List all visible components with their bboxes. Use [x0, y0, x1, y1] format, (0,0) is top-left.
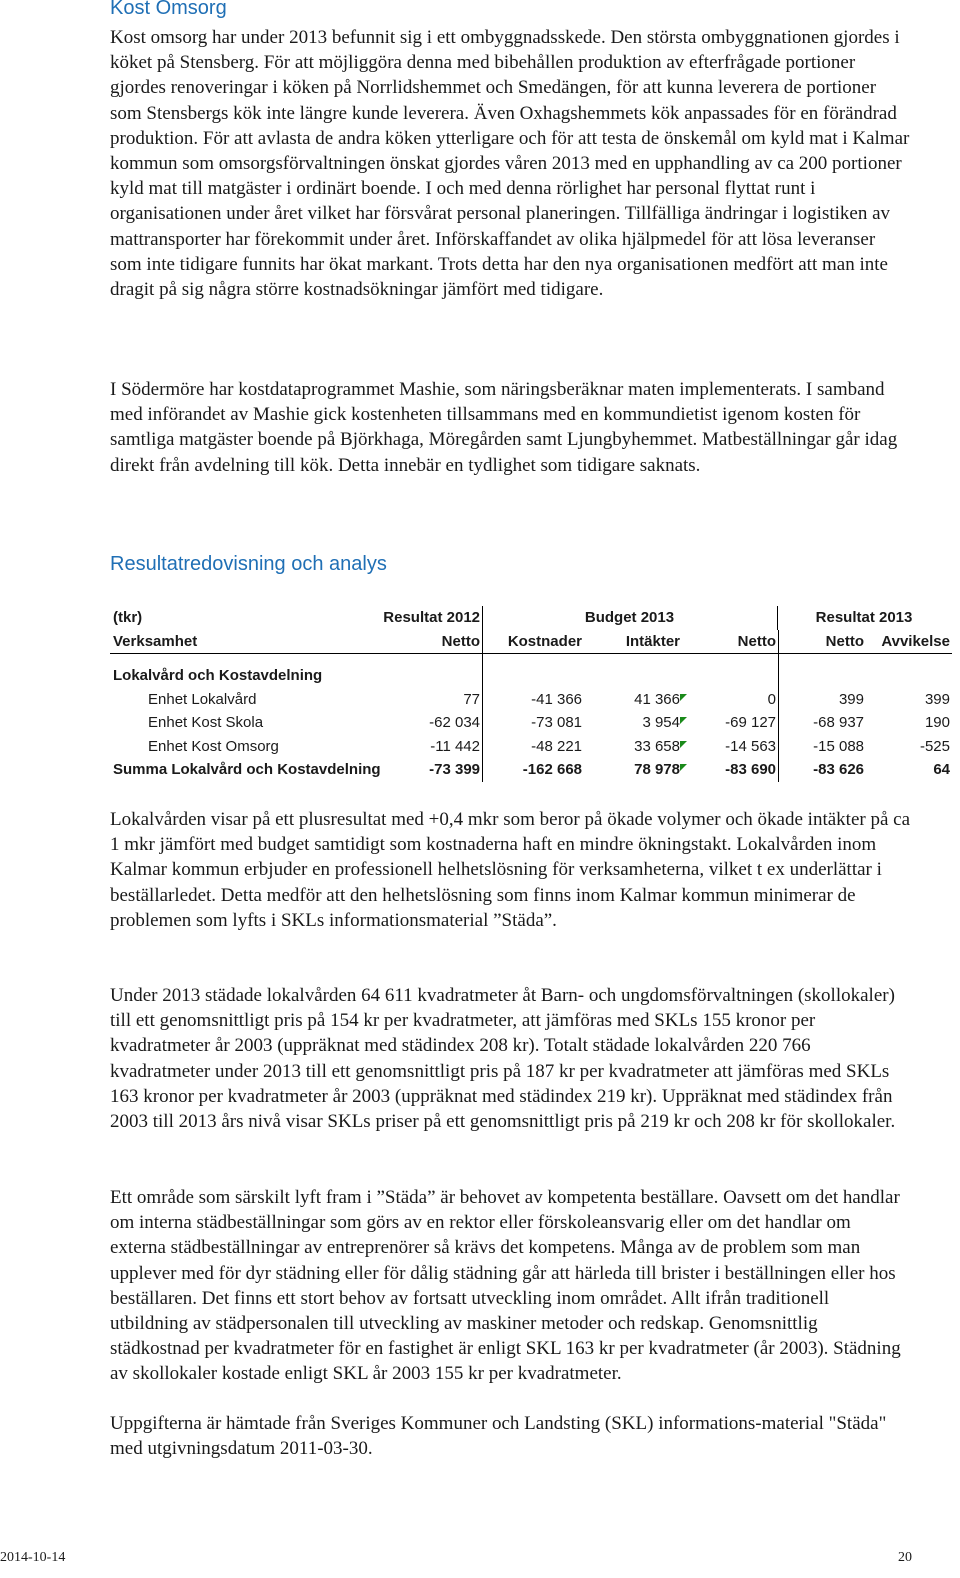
paragraph-lokalvard-kvadratmeter: Under 2013 städade lokalvården 64 611 kvadratmeter åt Barn- och ungdomsförvaltningen (skollokaler) till ett genomsnittligt pris på 154 kr per kvadratmeter, att jämföras med SKLs 155 kronor per kvadratmeter år 2003 (uppräknat med städindex 208 kr). Totalt städade lokalvården 220 766 kvadratmeter under 2013 till ett genomsnittligt pris på 187 kr per kvadratmeter att jämföras med SKLs 163 kronor per kvadratmeter år 2003 (uppräknat med städindex 219 kr). Uppräknat med städindex från 2003 till 2013 års nivå visar SKLs priser på ett genomsnittligt pris på 219 kr och 208 kr för skollokaler.	[110, 985, 896, 1133]
sum-netto-budget: -83 690	[680, 758, 779, 782]
table-group-row	[110, 664, 952, 688]
header-verksamhet: Verksamhet	[113, 632, 198, 650]
header-unit: (tkr)	[113, 609, 143, 626]
sum-intakter: 78 978	[582, 758, 680, 782]
row-kostnader: -73 081	[531, 714, 582, 731]
row-netto-2013: -15 088	[813, 737, 864, 755]
paragraph-source-note: Uppgifterna är hämtade från Sveriges Kommuner och Landsting (SKL) informations-material "Städa" med utgivningsdatum 2011-03-30.	[110, 1413, 887, 1460]
paragraph-stada-bestallare: Ett område som särskilt lyft fram i ”Städa” är behovet av kompetenta beställare. Oavsett om det handlar om interna städbeställningar som görs av en rektor eller förskoleansvarig eller om det handlar om externa städbeställningar av entreprenörer så krävs det kompetens. Många av de problem som man upplever med för dyr städning eller för dålig städning går att härleda till brister i beställningen eller hos beställaren. Det finns ett stort behov av fortsatt utveckling inom området. Allt ifrån traditionell utbildning av städpersonalen till utveckling av maskiner metoder och redskap. Genomsnittlig städkostnad per kvadratmeter för en fastighet är enligt SKL 163 kr per kvadratmeter (år 2003). Städning av skollokaler kostade enligt SKL år 2003 155 kr per kvadratmeter.	[110, 1187, 901, 1385]
header-netto-2013: Netto	[825, 632, 864, 650]
header-kostnader: Kostnader	[507, 632, 582, 650]
row-intakter: 33 658	[582, 735, 680, 759]
row-kostnader: -48 221	[531, 737, 582, 755]
section-heading-resultatredovisning: Resultatredovisning och analys	[110, 553, 387, 575]
header-intakter: Intäkter	[625, 632, 680, 650]
row-netto-budget: -14 563	[680, 735, 779, 759]
table-header-row-2	[110, 630, 952, 655]
table-row	[110, 735, 952, 759]
row-name: Enhet Lokalvård	[148, 690, 257, 708]
section-heading-kost-omsorg: Kost Omsorg	[110, 0, 227, 19]
sum-kostnader: -162 668	[522, 761, 582, 778]
row-avvikelse: -525	[919, 737, 950, 755]
row-avvikelse: 190	[924, 714, 950, 731]
group-label: Lokalvård och Kostavdelning	[113, 667, 323, 684]
row-netto-2013: -68 937	[813, 714, 864, 731]
result-table	[110, 606, 952, 782]
header-netto-budget: Netto	[680, 630, 779, 654]
row-resultat-2012: 77	[380, 688, 483, 712]
footer-date: 2014-10-14	[0, 1550, 66, 1565]
table-row	[110, 688, 952, 712]
paragraph-kost-omsorg: Kost omsorg har under 2013 befunnit sig i ett ombyggnadsskede. Den största ombyggnationen gjordes i köket på Stensberg. För att möjliggöra denna med bibehållen produktion av efterfrågade portioner gjordes renoveringar i köken på Norrlidshemmet och Smedängen, för att kunna leverera de portioner som Stensbergs kök inte längre kunde leverera. Även Oxhagshemmets kök anpassades för en förändrad produktion. För att avlasta de andra köken ytterligare och för att testa de önskemål om kyld mat i Kalmar kommun som omsorgsförvaltningen önskat gjordes våren 2013 med en upphandling av ca 200 portioner kyld mat till matgäster i ordinärt boende. I och med denna rörlighet har personal flyttat runt i organisationen under året vilket har försvårat personal planeringen. Tillfälliga ändringar i logistiken av mattransporter har förekommit under året. Införskaffandet av olika hjälpmedel för att lösa leveranser som inte tidigare funnits har ökat markant. Trots detta har den nya organisationen medfört att man inte dragit på sig några större kostnadsökningar jämfört med tidigare.	[110, 27, 910, 301]
paragraph-sodermore: I Södermöre har kostdataprogrammet Mashie, som näringsberäknar maten implementerats. I samband med införandet av Mashie gick kostenheten tillsammans med en kommundietist igenom kosten för samtliga matgäster boende på Björkhaga, Möregården samt Ljungbyhemmet. Matbeställningar går idag direkt från avdelning till kök. Detta innebär en tydlighet som tidigare saknats.	[110, 379, 898, 476]
row-kostnader: -41 366	[531, 690, 582, 708]
table-header-row-1	[110, 606, 952, 630]
sum-resultat-2012: -73 399	[380, 758, 483, 782]
row-name: Enhet Kost Skola	[148, 714, 264, 731]
sum-netto-2013: -83 626	[813, 761, 864, 778]
row-netto-2013: 399	[838, 690, 864, 708]
paragraph-lokalvard-resultat: Lokalvården visar på ett plusresultat med +0,4 mkr som beror på ökade volymer och ökade intäkter på ca 1 mkr jämfört med budget samtidigt som kostnaderna haft en mindre ökningstakt. Lokalvården inom Kalmar kommun erbjuder en professionell helhetslösning för verksamheterna, vilket t ex underlättar i beställarledet. Detta medför att den helhetslösning som finns inom Kalmar kommun minimerar de problemen som lyfts i SKLs informationsmaterial ”Städa”.	[110, 809, 911, 931]
header-resultat-2012: Resultat 2012	[380, 606, 483, 630]
header-netto-2012: Netto	[380, 630, 483, 654]
sum-avvikelse: 64	[933, 761, 950, 778]
row-intakter: 41 366	[582, 688, 680, 712]
table-gap	[110, 654, 952, 664]
row-intakter: 3 954	[582, 711, 680, 735]
header-avvikelse: Avvikelse	[881, 632, 950, 650]
row-resultat-2012: -62 034	[380, 711, 483, 735]
row-name: Enhet Kost Omsorg	[148, 737, 279, 755]
table-row	[110, 711, 952, 735]
row-resultat-2012: -11 442	[380, 735, 483, 759]
row-avvikelse: 399	[924, 690, 950, 708]
row-netto-budget: -69 127	[680, 711, 779, 735]
header-resultat-2013: Resultat 2013	[815, 609, 913, 626]
header-budget-2013: Budget 2013	[482, 606, 778, 630]
sum-name: Summa Lokalvård och Kostavdelning	[113, 761, 381, 778]
table-sum-row	[110, 758, 952, 782]
row-netto-budget: 0	[680, 688, 779, 712]
footer-page-number: 20	[898, 1550, 912, 1565]
